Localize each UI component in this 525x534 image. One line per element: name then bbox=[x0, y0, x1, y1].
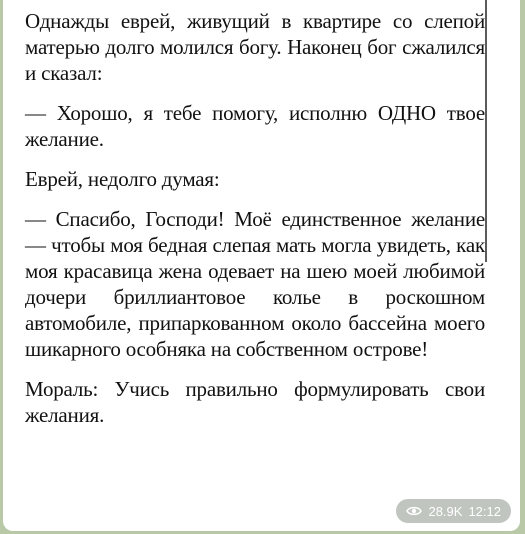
message-text bbox=[25, 8, 485, 442]
text-edge-line bbox=[485, 0, 487, 262]
paragraph-1: Однажды еврей, живущий в квартире со слепой матерью долго молился богу. Наконец бог сжалился и сказал: bbox=[25, 9, 485, 85]
paragraph-4: — Спасибо, Господи! Моё единственное желание — чтобы моя бедная слепая мать могла увидеть, как моя красавица жена одевает на шею моей любимой дочери бриллиантовое колье в роскошном автомобиле, припаркованном около бассейна моего шикарного особняка на собственном острове! bbox=[25, 207, 485, 361]
eye-icon bbox=[406, 505, 422, 517]
paragraph-5: Мораль: Учись правильно формулировать свои желания. bbox=[25, 377, 485, 427]
message-meta bbox=[396, 499, 511, 523]
paragraph-2: — Хорошо, я тебе помогу, исполню ОДНО твое желание. bbox=[25, 101, 485, 151]
view-count: 28.9K bbox=[428, 503, 463, 519]
paragraph-3: Еврей, недолго думая: bbox=[25, 167, 220, 191]
message-bubble[interactable] bbox=[3, 0, 520, 531]
message-time: 12:12 bbox=[468, 503, 501, 519]
